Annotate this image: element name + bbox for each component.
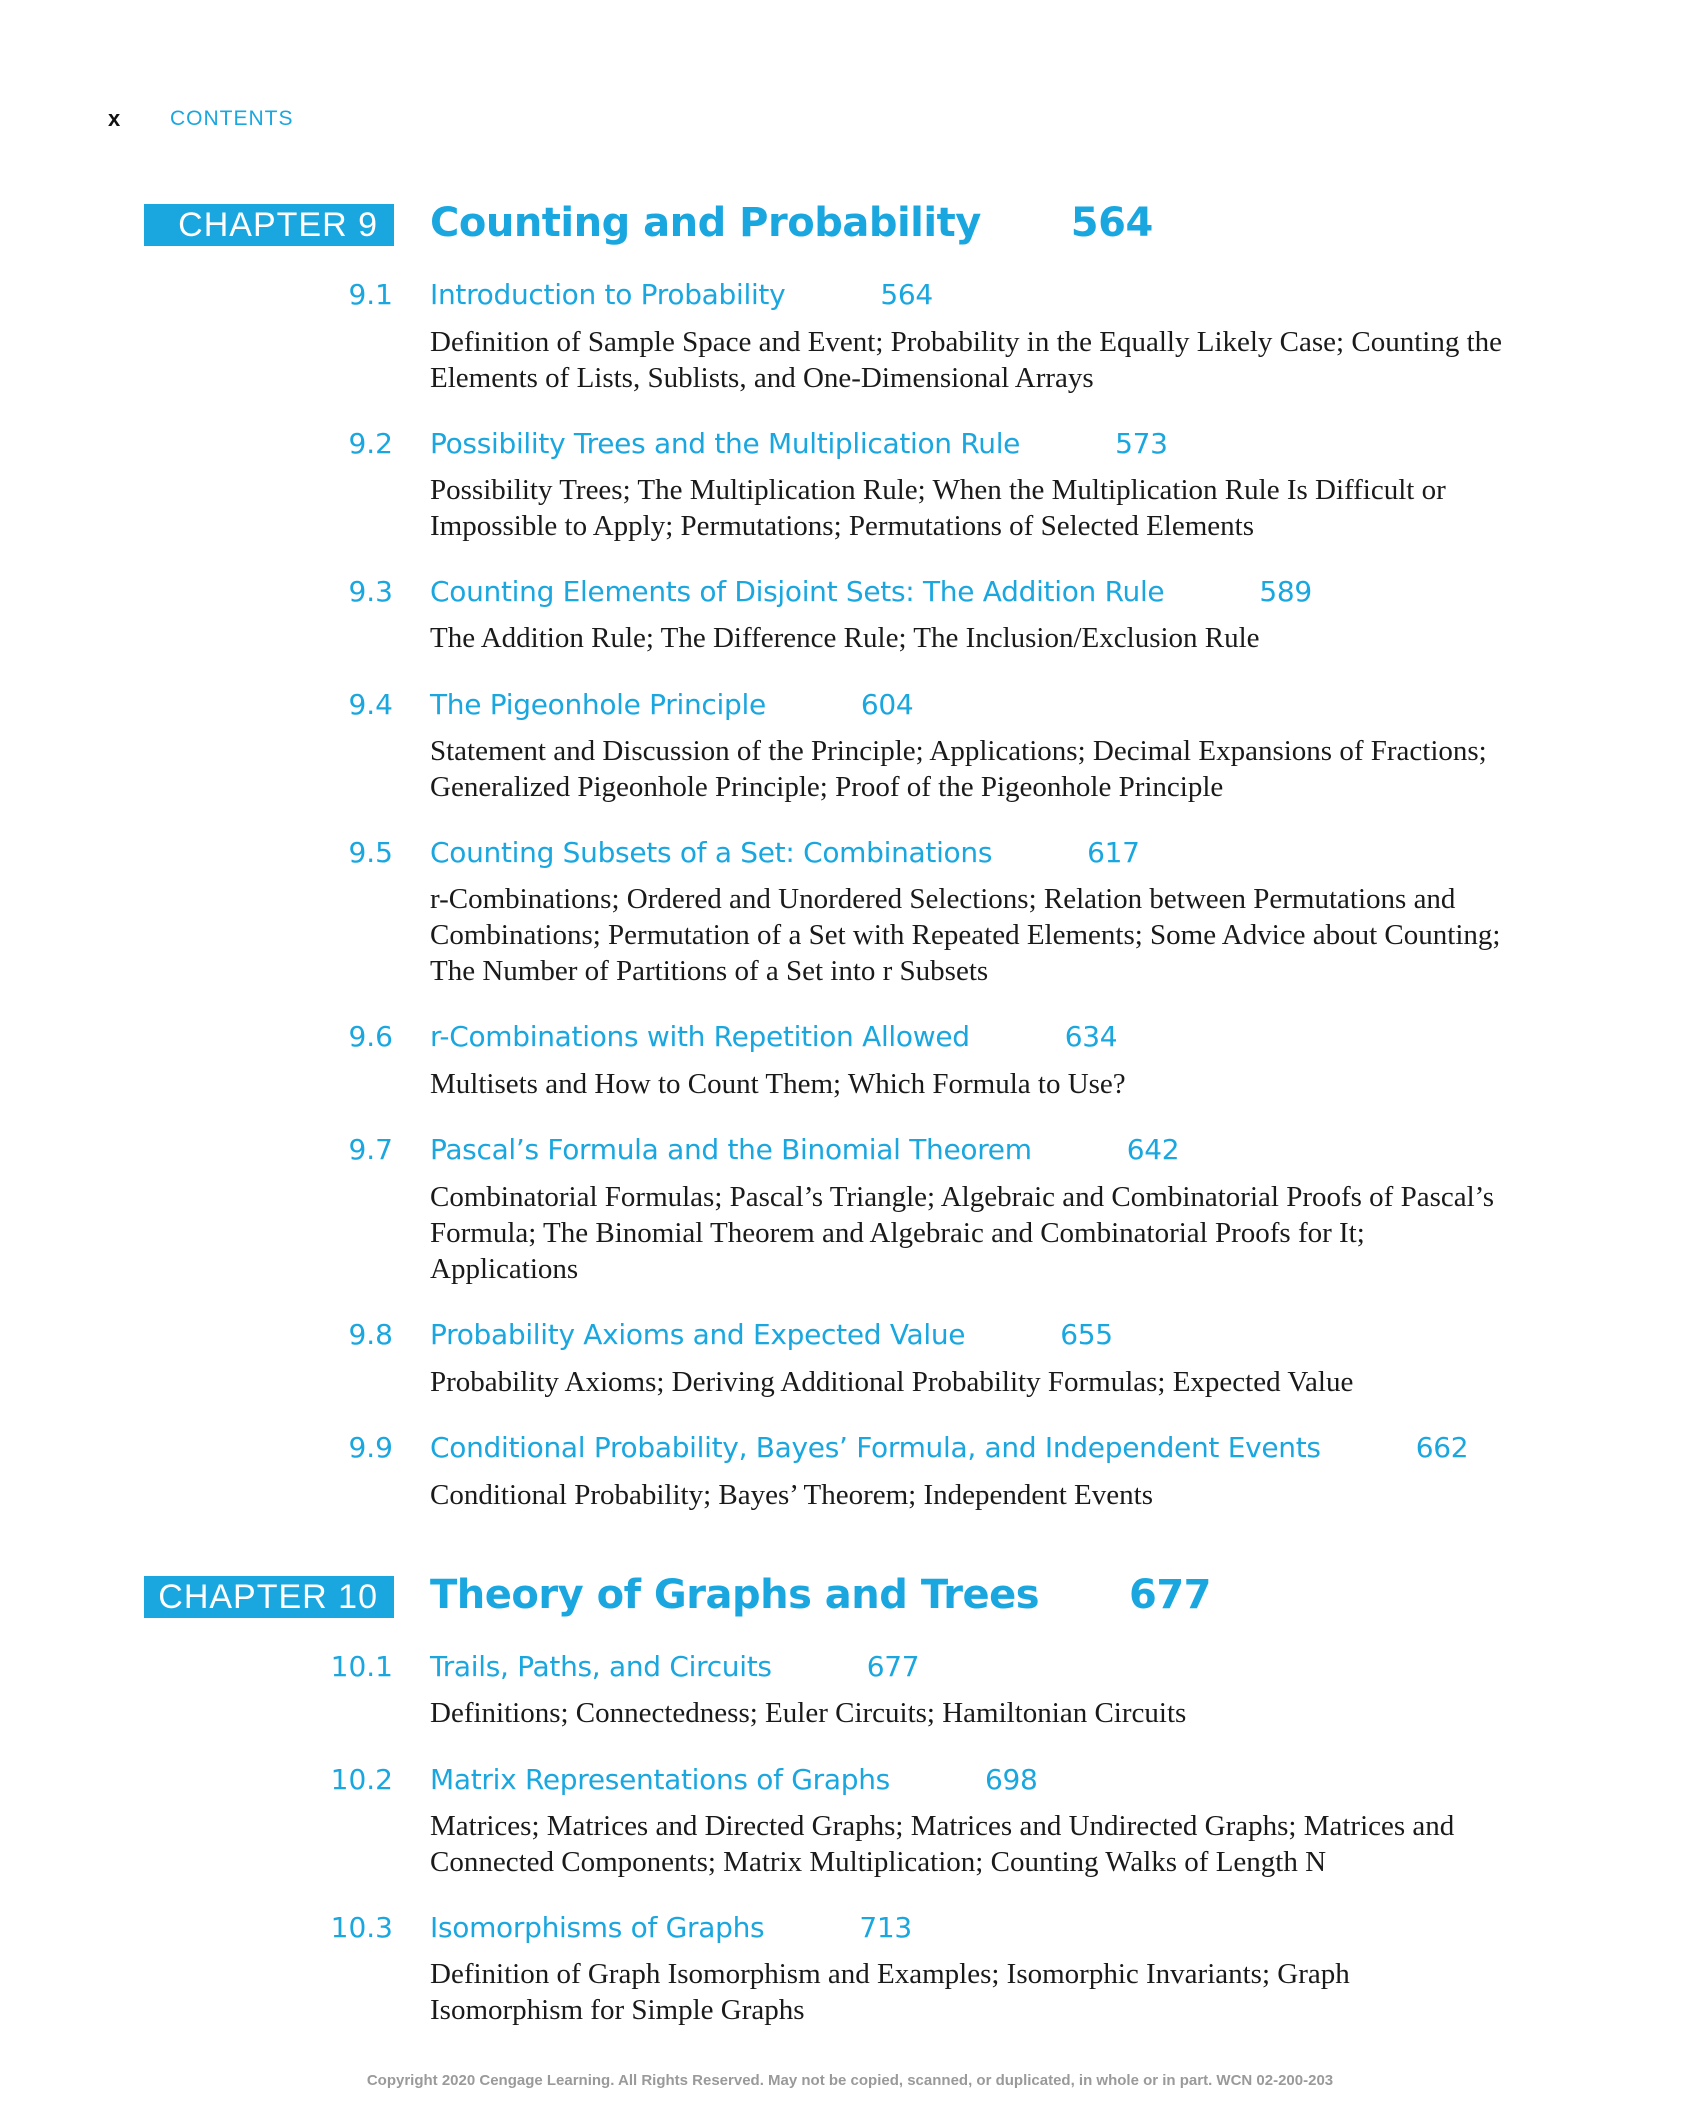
section-number: 9.7	[348, 1133, 393, 1166]
section-description: Combinatorial Formulas; Pascal’s Triangle; Algebraic and Combinatorial Proofs of Pascal’s Formula; The Binomial Theorem and Algebraic and Combinatorial Proofs for It; Applications	[430, 1181, 1495, 1285]
section-title[interactable]	[430, 1133, 1179, 1167]
copyright-footer: Copyright 2020 Cengage Learning. All Rights Reserved. May not be copied, scanned, or duplicated, in whole or in part. WCN 02-200-203	[366, 2072, 1334, 2089]
section-title[interactable]	[430, 836, 1140, 870]
section-title-text: Probability Axioms and Expected Value	[430, 1318, 966, 1351]
section-description: Possibility Trees; The Multiplication Rule; When the Multiplication Rule Is Difficult or Impossible to Apply; Permutations; Permutations of Selected Elements	[430, 474, 1446, 542]
section-number: 10.1	[330, 1650, 393, 1683]
section-title-text: The Pigeonhole Principle	[430, 688, 766, 721]
section-title-text: Possibility Trees and the Multiplication Rule	[430, 427, 1021, 460]
section-page-number: 617	[1087, 836, 1140, 869]
section-description: Definition of Graph Isomorphism and Examples; Isomorphic Invariants; Graph Isomorphism for Simple Graphs	[430, 1958, 1350, 2026]
section-title[interactable]	[430, 1763, 1038, 1797]
section-title[interactable]	[430, 1431, 1468, 1465]
section-description: The Addition Rule; The Difference Rule; The Inclusion/Exclusion Rule	[430, 622, 1260, 654]
section-title-text: Trails, Paths, and Circuits	[430, 1650, 772, 1683]
chapter-title[interactable]	[430, 1572, 1211, 1618]
section-description: Multisets and How to Count Them; Which Formula to Use?	[430, 1068, 1126, 1100]
section-title-text: r-Combinations with Repetition Allowed	[430, 1020, 970, 1053]
section-title-text: Matrix Representations of Graphs	[430, 1763, 890, 1796]
section-number: 9.3	[348, 575, 393, 608]
section-number: 9.4	[348, 688, 393, 721]
section-title-text: Isomorphisms of Graphs	[430, 1911, 765, 1944]
section-number: 9.5	[348, 836, 393, 869]
section-title-text: Conditional Probability, Bayes’ Formula, and Independent Events	[430, 1431, 1321, 1464]
section-title[interactable]	[430, 688, 913, 722]
chapter-title[interactable]	[430, 200, 1153, 246]
section-title[interactable]	[430, 278, 933, 312]
section-page-number: 604	[860, 688, 914, 721]
section-title[interactable]	[430, 575, 1312, 609]
section-title[interactable]	[430, 1911, 912, 1945]
section-description: Definitions; Connectedness; Euler Circuits; Hamiltonian Circuits	[430, 1697, 1187, 1729]
chapter-title-text: Theory of Graphs and Trees	[430, 1572, 1040, 1618]
section-title-text: Pascal’s Formula and the Binomial Theorem	[430, 1133, 1032, 1166]
section-page-number: 698	[984, 1763, 1038, 1796]
section-title-text: Counting Subsets of a Set: Combinations	[430, 836, 993, 869]
section-number: 9.8	[348, 1318, 393, 1351]
section-description: Definition of Sample Space and Event; Probability in the Equally Likely Case; Counting the Elements of Lists, Sublists, and One-Dimensional Arrays	[430, 326, 1502, 394]
section-page-number: 713	[859, 1911, 912, 1944]
section-title-text: Introduction to Probability	[430, 278, 786, 311]
chapter-tag: CHAPTER 10	[144, 1576, 394, 1618]
section-number: 9.9	[348, 1431, 393, 1464]
section-description: r-Combinations; Ordered and Unordered Selections; Relation between Permutations and Combinations; Permutation of a Set with Repeated Elements; Some Advice about Counting; The Number of Partitions of a Set into r Subsets	[430, 883, 1501, 987]
section-description: Conditional Probability; Bayes’ Theorem; Independent Events	[430, 1479, 1153, 1511]
chapter-tag: CHAPTER 9	[144, 204, 394, 246]
chapter-page-number: 677	[1129, 1572, 1212, 1618]
section-number: 9.2	[348, 427, 393, 460]
chapter-page-number: 564	[1070, 200, 1153, 246]
section-page-number: 589	[1259, 575, 1312, 608]
section-description: Matrices; Matrices and Directed Graphs; Matrices and Undirected Graphs; Matrices and Connected Components; Matrix Multiplication; Counting Walks of Length N	[430, 1810, 1455, 1878]
page-number: x	[108, 106, 121, 131]
section-page-number: 573	[1115, 427, 1168, 460]
section-title[interactable]	[430, 1020, 1117, 1054]
running-header	[108, 104, 294, 134]
section-title[interactable]	[430, 1318, 1113, 1352]
section-description: Statement and Discussion of the Principle; Applications; Decimal Expansions of Fractions; Generalized Pigeonhole Principle; Proof of the Pigeonhole Principle	[430, 735, 1487, 803]
section-page-number: 564	[880, 278, 933, 311]
section-title-text: Counting Elements of Disjoint Sets: The Addition Rule	[430, 575, 1165, 608]
section-page-number: 677	[866, 1650, 920, 1683]
section-number: 10.2	[330, 1763, 393, 1796]
running-head-title: CONTENTS	[170, 107, 294, 130]
chapter-title-text: Counting and Probability	[430, 200, 981, 246]
section-page-number: 634	[1064, 1020, 1118, 1053]
section-number: 10.3	[330, 1911, 393, 1944]
section-title[interactable]	[430, 1650, 919, 1684]
section-number: 9.6	[348, 1020, 393, 1053]
section-page-number: 642	[1126, 1133, 1180, 1166]
section-number: 9.1	[348, 278, 393, 311]
section-page-number: 662	[1415, 1431, 1469, 1464]
section-title[interactable]	[430, 427, 1168, 461]
section-description: Probability Axioms; Deriving Additional Probability Formulas; Expected Value	[430, 1366, 1354, 1398]
section-page-number: 655	[1060, 1318, 1113, 1351]
